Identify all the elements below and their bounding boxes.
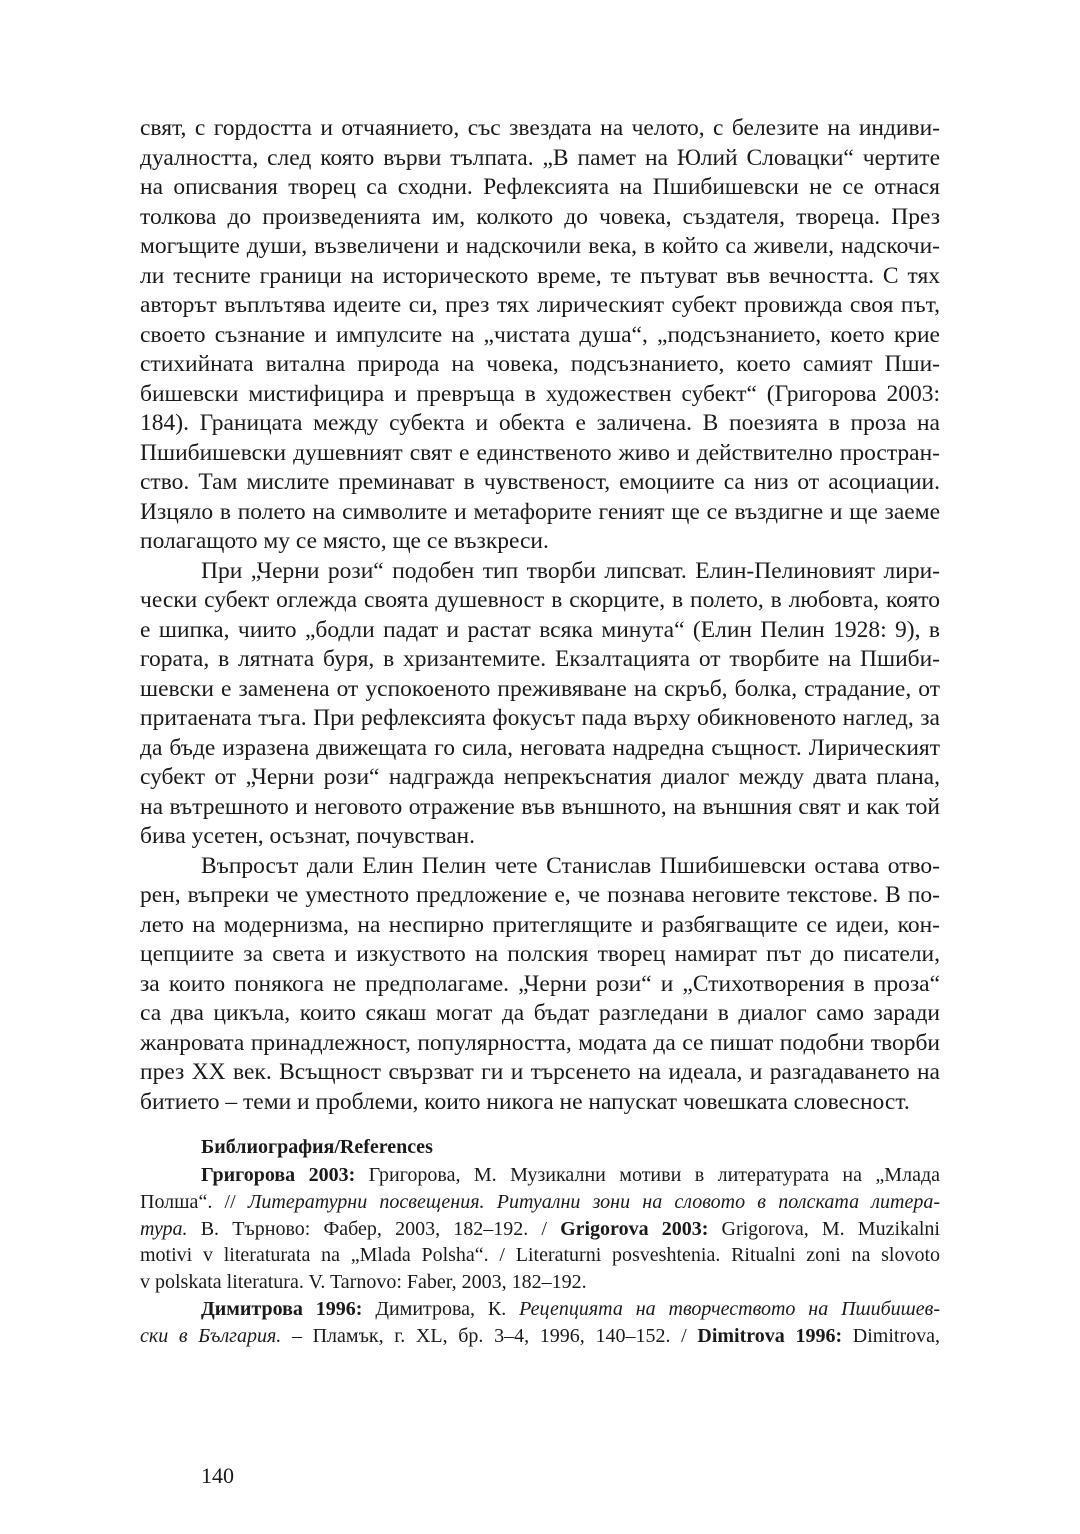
bibliography-heading: Библиография/References [201, 1136, 433, 1158]
text-line: да бъде изразена движещата го сила, неговата надредна същност. Лирическият [140, 734, 940, 761]
citation-key: Grigorova 2003: [560, 1217, 709, 1240]
text-line: жанровата принадлежност, популярността, модата да се пишат подобни творби [140, 1029, 940, 1056]
text-line [140, 1189, 940, 1216]
page-number: 140 [201, 1463, 234, 1488]
text-line: Пшибишевски душевният свят е единственото живо и действително простран- [140, 439, 940, 466]
text-line: стихийната витална природа на човека, подсъзнанието, което самият Пши- [140, 351, 940, 377]
citation-key: Григорова 2003: [201, 1164, 356, 1186]
citation-text: Grigorova, M. Muzikalni [708, 1217, 940, 1240]
text-line: motivi v literaturata na „Mlada Polsha“. / Literaturni posveshtenia. Ritualni zoni na slovoto [140, 1244, 940, 1267]
text-line: на описвания творец са сходни. Рефлексията на Пшибишевски не се отнася [140, 174, 940, 200]
text-line: v polskata literatura. V. Tarnovo: Faber, 2003, 182–192. [140, 1271, 587, 1294]
text-line: субект от „Черни рози“ надгражда непрекъснатия диалог между двата плана, [140, 764, 940, 790]
text-line: шевски е заменена от успокоеното преживяване на скръб, болка, страдание, от [140, 675, 940, 702]
paragraph-3 [140, 852, 940, 1118]
citation-title: тура. [140, 1217, 188, 1240]
text-line: лето на модернизма, на неспирно притеглящите и разбягващите се идеи, кон- [140, 911, 940, 938]
citation-text: Григорова, М. Музикални мотиви в литературата на „Млада [355, 1164, 940, 1186]
text-line [140, 1296, 940, 1323]
text-line: притаената тъга. При рефлексията фокусът пада върху обикновеното наглед, за [140, 705, 940, 731]
text-line [140, 1162, 940, 1189]
text-line: При „Черни рози“ подобен тип творби липсват. Елин-Пелиновият лири- [201, 557, 940, 584]
citation-title: Рецепцията на творчеството на Пшибишев- [519, 1297, 940, 1320]
citation-text: Полша“. // [140, 1190, 248, 1213]
text-line: свят, с гордостта и отчаянието, със звездата на челото, с белезите на индиви- [140, 115, 940, 141]
text-line: ли тесните граници на историческото време, те пътуват във вечността. С тях [140, 262, 940, 289]
text-line: Изцяло в полето на символите и метафорите геният ще се въздигне и ще заеме [140, 498, 940, 525]
text-line: е шипка, чиито „бодли падат и растат всяка минута“ (Елин Пелин 1928: 9), в [140, 616, 940, 643]
text-line: цепциите за света и изкуството на полския творец намират път до писатели, [140, 941, 940, 967]
text-line: Въпросът дали Елин Пелин чете Станислав Пшибишевски остава отво- [201, 852, 940, 879]
body-text [140, 114, 940, 1117]
text-line: ство. Там мислите преминават в чувственост, емоциите са низ от асоциации. [140, 469, 940, 495]
bibliography [140, 1132, 940, 1350]
text-line: гората, в лятната буря, в хризантемите. Екзалтацията от творбите на Пшиби- [140, 646, 940, 672]
bibliography-entry [140, 1296, 940, 1350]
citation-key: Димитрова 1996: [201, 1297, 363, 1320]
text-line [140, 1323, 940, 1350]
text-line: за които понякога не предполагаме. „Черни рози“ и „Стихотворения в проза“ [140, 970, 940, 997]
text-line: могъщите души, възвеличени и надскочили века, в който са живели, надскочи- [140, 233, 940, 259]
citation-title: ски в България. [140, 1324, 282, 1347]
text-line: битието – теми и проблеми, които никога не напускат човешката словесност. [140, 1088, 910, 1115]
text-line: своето съзнание и импулсите на „чистата душа“, „подсъзнанието, което крие [140, 321, 940, 348]
text-line: авторът въплътява идеите си, през тях лирическият субект провижда своя път, [140, 292, 940, 318]
text-line: чески субект оглежда своята душевност в скорците, в полето, в любовта, която [140, 587, 940, 613]
text-line: са два цикъла, които сякаш могат да бъдат разгледани в диалог само заради [140, 1000, 940, 1026]
citation-text: Dimitrova, [842, 1324, 940, 1347]
citation-text: Димитрова, К. [362, 1297, 520, 1320]
text-line: бишевски мистифицира и превръща в художествен субект“ (Григорова 2003: [140, 380, 940, 407]
bibliography-entry [140, 1162, 940, 1296]
text-line: дуалността, след която върви тълпата. „В памет на Юлий Словацки“ чертите [140, 144, 940, 171]
text-line: рен, въпреки че уместното предложение е, че познава неговите текстове. В по- [140, 882, 940, 908]
citation-title: Литературни посвещения. Ритуални зони на словото в полската литера- [247, 1190, 940, 1213]
text-line: през XX век. Всъщност свързват ги и търсенето на идеала, и разгадаването на [140, 1059, 940, 1085]
citation-text: В. Търново: Фабер, 2003, 182–192. / [187, 1217, 561, 1240]
paragraph-2 [140, 557, 940, 852]
text-line [140, 1216, 940, 1243]
text-line: бива усетен, осъзнат, почувстван. [140, 823, 476, 849]
citation-text: – Пламък, г. XL, бр. 3–4, 1996, 140–152. / [281, 1324, 698, 1347]
citation-key: Dimitrova 1996: [697, 1324, 843, 1347]
text-line: на вътрешното и неговото отражение във външното, на външния свят и как той [140, 793, 940, 820]
paragraph-1 [140, 114, 940, 557]
text-line: толкова до произведенията им, колкото до човека, създателя, твореца. През [140, 203, 940, 230]
text-line: полагащото му се място, ще се възкреси. [140, 528, 549, 554]
text-line: 184). Границата между субекта и обекта е заличена. В поезията в проза на [140, 410, 940, 436]
